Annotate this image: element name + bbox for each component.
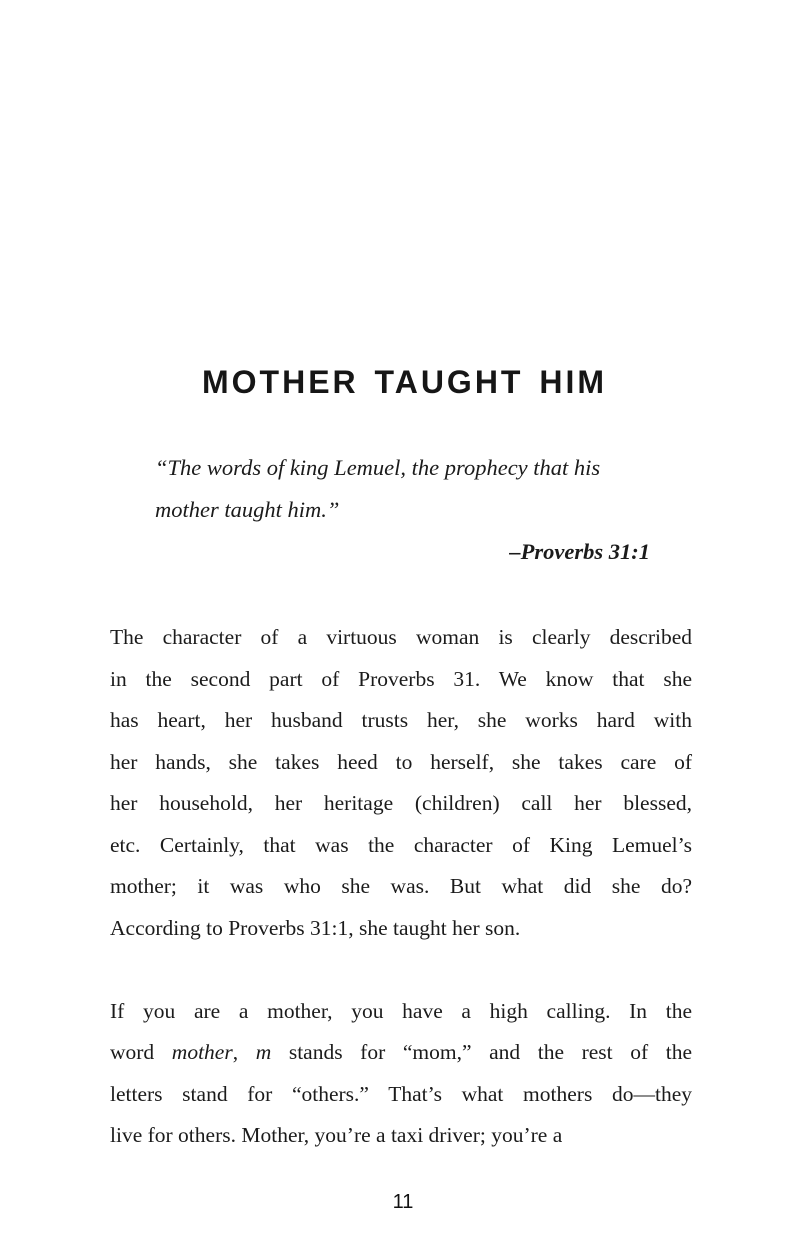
- paragraph-1-line: in the second part of Proverbs 31. We know that she: [110, 666, 692, 691]
- paragraph-2-text-segment: word: [110, 1040, 172, 1064]
- epigraph: [155, 447, 650, 573]
- paragraph-2-line: If you are a mother, you have a high calling. In the: [110, 998, 692, 1023]
- epigraph-quote-line-1: “The words of king Lemuel, the prophecy that his: [155, 455, 601, 480]
- paragraph-1-line: The character of a virtuous woman is clearly described: [110, 625, 692, 649]
- chapter-title: MOTHER TAUGHT HIM: [201, 364, 608, 400]
- paragraph-2-line: letters stand for “others.” That’s what mothers do—they: [110, 1081, 692, 1106]
- paragraph-1-line: etc. Certainly, that was the character of King Lemuel’s: [110, 832, 692, 857]
- paragraph-2-line: [110, 1032, 692, 1074]
- paragraph-2: [110, 991, 692, 1157]
- paragraph-2-last-line: live for others. Mother, you’re a taxi driver; you’re a: [110, 1123, 563, 1147]
- paragraph-2-italic-word: m: [255, 1040, 272, 1064]
- paragraph-1-line: mother; it was who she was. But what did she do?: [110, 874, 692, 898]
- paragraph-1-last-line: According to Proverbs 31:1, she taught her son.: [110, 915, 521, 940]
- paragraph-2-text-segment: ,: [232, 1040, 256, 1064]
- paragraph-2-italic-word: mother: [171, 1040, 233, 1064]
- paragraph-gap: [110, 949, 692, 991]
- page-number: 11: [392, 1191, 414, 1213]
- paragraph-1-line: has heart, her husband trusts her, she works hard with: [110, 708, 692, 732]
- paragraph-1-line: her household, her heritage (children) call her blessed,: [110, 791, 692, 815]
- body-text: [110, 617, 692, 1157]
- paragraph-2-text-segment: stands for “mom,” and the rest of the: [271, 1040, 693, 1064]
- epigraph-attribution: –Proverbs 31:1: [509, 539, 650, 564]
- paragraph-1: [110, 617, 692, 949]
- paragraph-1-line: her hands, she takes heed to herself, she takes care of: [110, 749, 692, 774]
- epigraph-quote-line-2: mother taught him.”: [155, 497, 340, 522]
